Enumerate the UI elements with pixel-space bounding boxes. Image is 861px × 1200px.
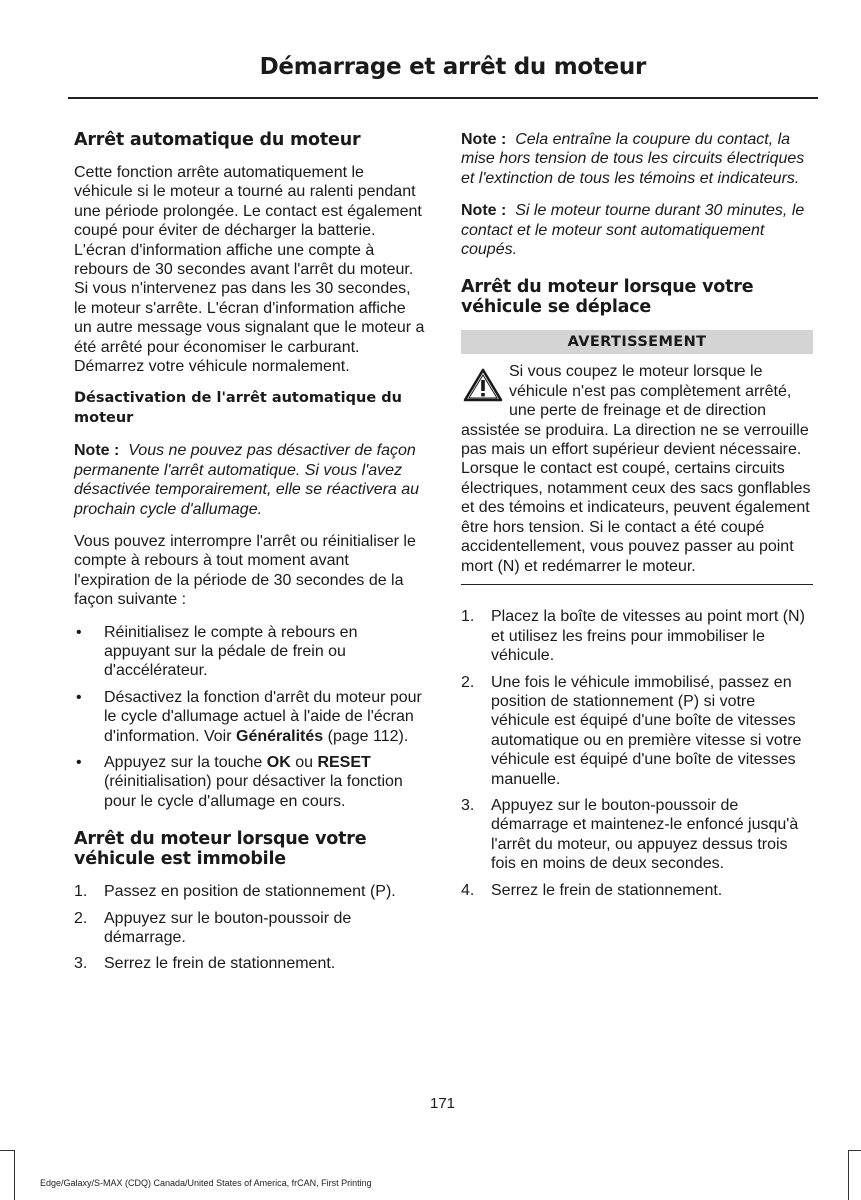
warning-text: Si vous coupez le moteur lorsque le véhicule n'est pas complètement arrêté, une perte de freinage et de direction assistée se produira. La direction ne se verrouille pas mais un effort supérieur devient nécessaire. Lorsque le contact est coupé, certains circuits électriques, notamment ceux des sacs gonflables et des témoins et indicateurs, peuvent également être hors tension. Si le contact a été coupé accidentellement, vous pouvez passer au point mort (N) et redémarrer le moteur. (461, 363, 811, 575)
bullet-marker: • (76, 753, 82, 771)
step-number: 3. (461, 797, 475, 815)
right-column (461, 130, 813, 913)
page-title: Démarrage et arrêt du moteur (259, 54, 646, 80)
list-item (74, 954, 426, 973)
note-label: Note : (74, 442, 120, 460)
step-number: 1. (461, 608, 475, 626)
section-heading-auto-stop: Arrêt automatique du moteur (74, 130, 361, 150)
step-number: 2. (461, 673, 475, 691)
page-reference: (page 112). (323, 727, 409, 745)
step-text: Appuyez sur le bouton-poussoir de démarrage et maintenez-le enfoncé jusqu'à l'arrêt du moteur, ou appuyez dessus trois fois en moins de deux secondes. (491, 797, 799, 873)
interrupt-paragraph: Vous pouvez interrompre l'arrêt ou réinitialiser le compte à rebours à tout moment avant l'expiration de la période de 30 secondes de la façon suivante : (74, 532, 416, 609)
bullet-text: ou (290, 753, 318, 771)
list-item (461, 796, 813, 874)
list-item (74, 623, 426, 681)
note-label: Note : (461, 131, 507, 148)
bullet-list (74, 623, 426, 812)
step-number: 3. (74, 955, 88, 973)
stationary-steps (74, 882, 426, 974)
step-text: Serrez le frein de stationnement. (104, 955, 336, 973)
moving-steps (461, 607, 813, 900)
bullet-text: Appuyez sur la touche (104, 753, 267, 771)
warning-box (461, 362, 813, 575)
section-heading-stationary: Arrêt du moteur lorsque votre véhicule est immobile (74, 829, 367, 870)
left-column (74, 130, 426, 987)
step-text: Placez la boîte de vitesses au point mort (N) et utilisez les freins pour immobiliser le véhicule. (491, 608, 805, 665)
bullet-text: (réinitialisation) pour désactiver la fonction pour le cycle d'allumage en cours. (104, 773, 403, 810)
list-item (461, 673, 813, 789)
note-text: Vous ne pouvez pas désactiver de façon permanente l'arrêt automatique. Si vous l'avez désactivée temporairement, elle se réactivera au prochain cycle d'allumage. (74, 442, 420, 518)
auto-stop-paragraph: Cette fonction arrête automatiquement le véhicule si le moteur a tourné au ralenti pendant une période prolongée. Le contact est également coupé pour éviter de décharger la batterie. L'écran d'information affiche une compte à rebours de 30 secondes avant l'arrêt du moteur. Si vous n'intervenez pas dans les 30 secondes, le moteur s'arrête. L'écran d'information affiche un autre message vous signalant que le moteur a été arrêté pour économiser le carburant. Démarrez votre véhicule normalement. (74, 164, 425, 376)
note-text: Cela entraîne la coupure du contact, la mise hors tension de tous les circuits électriques et l'extinction de tous les témoins et indicateurs. (461, 131, 805, 187)
reset-key-label: RESET (317, 753, 371, 771)
list-item (74, 688, 426, 746)
page-number: 171 (429, 1095, 456, 1112)
cross-reference-link[interactable]: Généralités (236, 727, 324, 745)
list-item (461, 881, 813, 900)
section-heading-moving: Arrêt du moteur lorsque votre véhicule se déplace (461, 277, 754, 318)
step-text: Appuyez sur le bouton-poussoir de démarrage. (104, 909, 352, 946)
step-text: Passez en position de stationnement (P). (104, 883, 396, 901)
list-item (461, 607, 813, 665)
printing-footer: Edge/Galaxy/S-MAX (CDQ) Canada/United States of America, frCAN, First Printing (40, 1178, 372, 1188)
warning-header: AVERTISSEMENT (461, 330, 813, 354)
step-number: 2. (74, 909, 88, 927)
step-number: 4. (461, 881, 475, 899)
note-text: Si le moteur tourne durant 30 minutes, le contact et le moteur sont automatiquement coupés. (461, 202, 805, 259)
note-30-minutes (461, 201, 813, 259)
title-divider (68, 97, 818, 99)
step-number: 1. (74, 883, 88, 901)
crop-mark (14, 1150, 15, 1200)
subsection-heading-disable: Désactivation de l'arrêt automatique du moteur (74, 390, 402, 426)
bullet-marker: • (76, 623, 82, 641)
warning-triangle-icon (461, 366, 505, 406)
bullet-text: Désactivez la fonction d'arrêt du moteur pour le cycle d'allumage actuel à l'aide de l'écran d'information. Voir (104, 688, 422, 745)
note-ignition (461, 130, 813, 188)
list-item (74, 909, 426, 948)
warning-divider (461, 584, 813, 586)
crop-mark (848, 1150, 861, 1151)
note-disable (74, 441, 426, 519)
ok-key-label: OK (266, 753, 291, 771)
note-label: Note : (461, 202, 507, 220)
crop-mark (0, 1150, 14, 1151)
list-item (74, 753, 426, 811)
list-item (74, 882, 426, 901)
bullet-text: Réinitialisez le compte à rebours en appuyant sur la pédale de frein ou d'accélérateur. (104, 623, 358, 680)
step-text: Serrez le frein de stationnement. (491, 881, 723, 899)
bullet-marker: • (76, 688, 82, 706)
step-text: Une fois le véhicule immobilisé, passez en position de stationnement (P) si votre véhicule est équipé d'une boîte de vitesses automatique ou en première vitesse si votre véhicule est équipé d'une boîte de vitesses manuelle. (491, 673, 802, 788)
crop-mark (848, 1150, 849, 1200)
